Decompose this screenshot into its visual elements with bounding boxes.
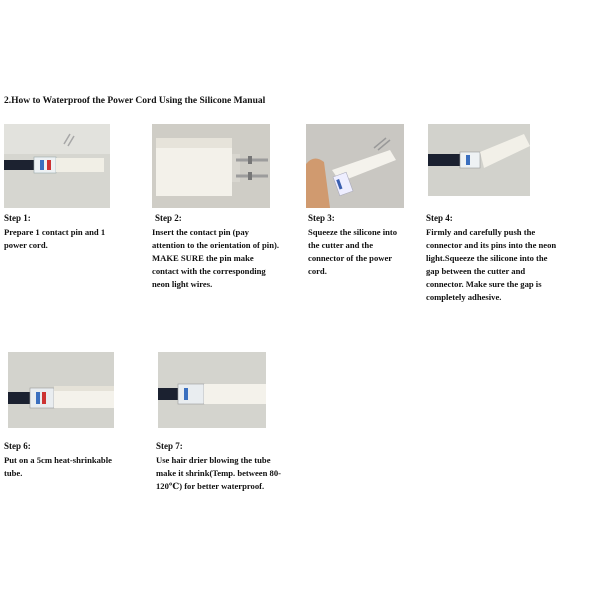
text-line: light.Squeeze the silicone into the <box>426 253 548 263</box>
text-line: MAKE SURE the pin make <box>152 253 254 263</box>
step-7-text <box>156 454 281 493</box>
step-3-photo <box>306 124 404 208</box>
text-line: completely adhesive. <box>426 292 502 302</box>
text-line: cord. <box>308 266 327 276</box>
step-2-label: Step 2: <box>155 213 182 223</box>
text-line: Use hair drier blowing the tube <box>156 455 271 465</box>
step-4-label: Step 4: <box>426 213 453 223</box>
step-1-text <box>4 226 105 252</box>
text-line: Prepare 1 contact pin and 1 <box>4 227 106 237</box>
text-line: 120℃) for better waterproof. <box>156 481 265 491</box>
step-2-photo <box>152 124 270 208</box>
text-line: Put on a 5cm heat-shrinkable <box>4 455 112 465</box>
text-line: connector. Make sure the gap is <box>426 279 542 289</box>
text-line: make it shrink(Temp. between 80- <box>156 468 282 478</box>
text-line: power cord. <box>4 240 48 250</box>
text-line: the cutter and the <box>308 240 374 250</box>
step-7-label: Step 7: <box>156 441 183 451</box>
step-6-label: Step 6: <box>4 441 31 451</box>
text-line: contact with the corresponding <box>152 266 266 276</box>
text-line: attention to the orientation of pin). <box>152 240 279 250</box>
step-6-photo <box>8 352 114 428</box>
step-6-text <box>4 454 112 480</box>
step-4-text <box>426 226 556 304</box>
step-4-photo <box>428 124 530 196</box>
text-line: tube. <box>4 468 23 478</box>
text-line: connector of the power <box>308 253 393 263</box>
step-2-text <box>152 226 279 291</box>
text-line: connector and its pins into the neon <box>426 240 557 250</box>
step-1-label: Step 1: <box>4 213 31 223</box>
text-line: Squeeze the silicone into <box>308 227 398 237</box>
text-line: neon light wires. <box>152 279 213 289</box>
step-1-photo <box>4 124 110 208</box>
text-line: Insert the contact pin (pay <box>152 227 249 237</box>
text-line: Firmly and carefully push the <box>426 227 536 237</box>
text-line: gap between the cutter and <box>426 266 526 276</box>
step-3-text <box>308 226 397 278</box>
page-title: 2.How to Waterproof the Power Cord Using the Silicone Manual <box>4 96 266 106</box>
step-7-photo <box>158 352 266 428</box>
step-3-label: Step 3: <box>308 213 335 223</box>
